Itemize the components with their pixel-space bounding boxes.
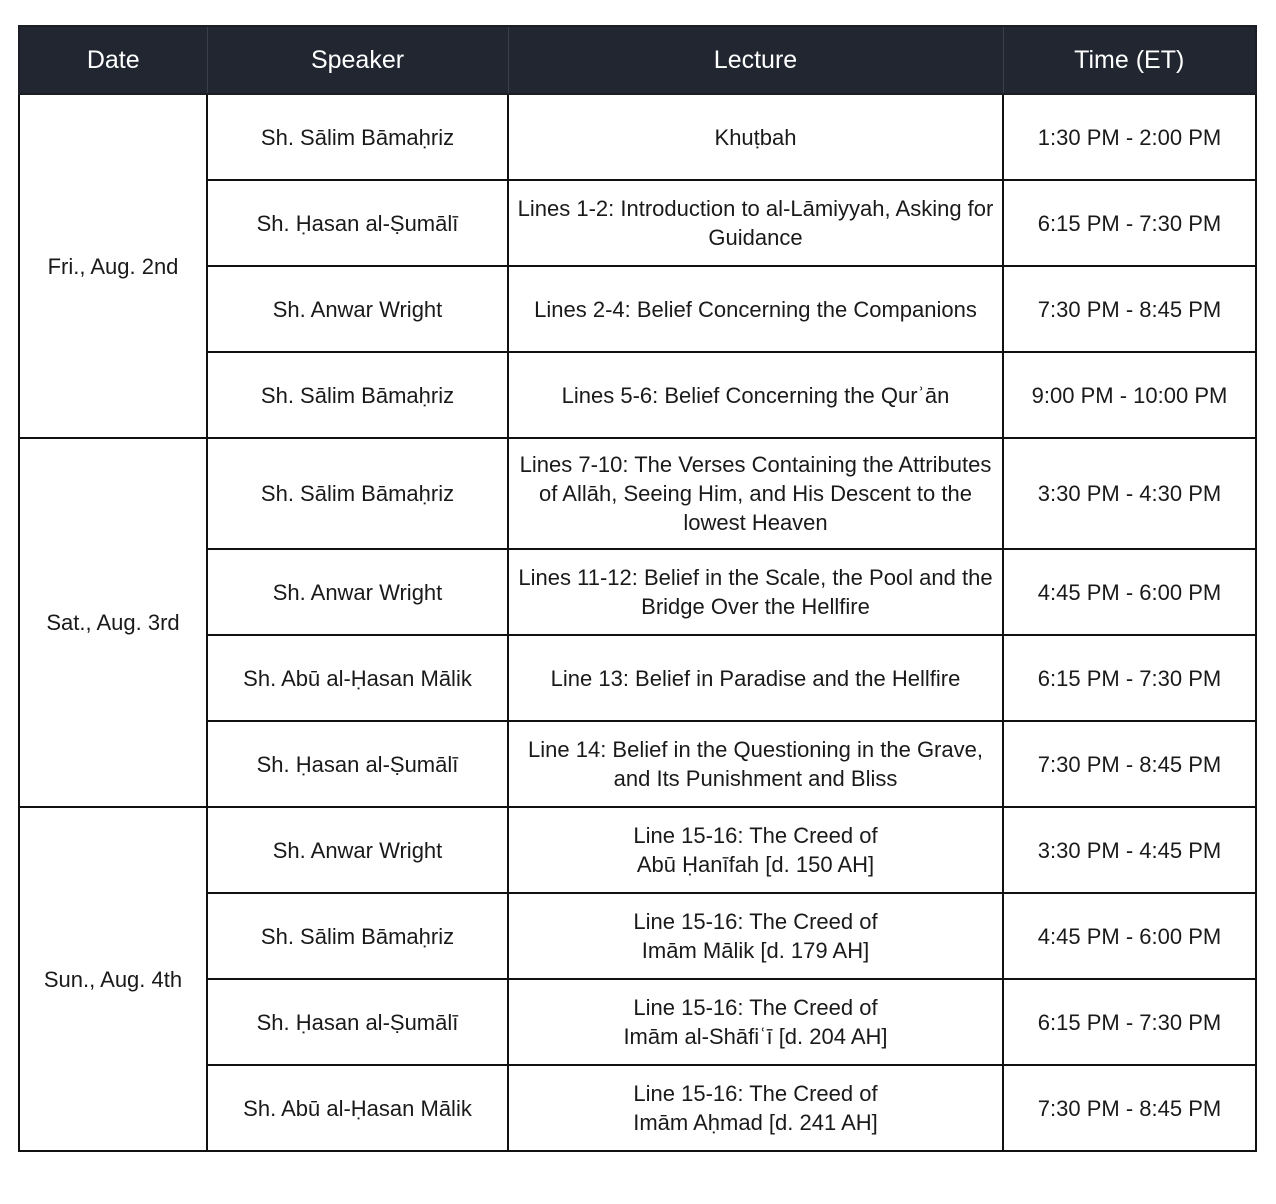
header-date: Date: [19, 26, 207, 94]
time-cell: 3:30 PM - 4:30 PM: [1003, 438, 1256, 549]
date-cell: Sun., Aug. 4th: [19, 807, 207, 1151]
speaker-cell: Sh. Abū al-Ḥasan Mālik: [207, 1065, 508, 1151]
lecture-cell: Lines 7-10: The Verses Containing the Attributes of Allāh, Seeing Him, and His Descent to the lowest Heaven: [508, 438, 1003, 549]
time-cell: 7:30 PM - 8:45 PM: [1003, 266, 1256, 352]
time-cell: 4:45 PM - 6:00 PM: [1003, 549, 1256, 635]
header-time: Time (ET): [1003, 26, 1256, 94]
speaker-cell: Sh. Ḥasan al-Ṣumālī: [207, 180, 508, 266]
speaker-cell: Sh. Sālim Bāmaḥriz: [207, 893, 508, 979]
lecture-cell: Line 13: Belief in Paradise and the Hellfire: [508, 635, 1003, 721]
speaker-cell: Sh. Ḥasan al-Ṣumālī: [207, 721, 508, 807]
lecture-cell: Lines 11-12: Belief in the Scale, the Pool and the Bridge Over the Hellfire: [508, 549, 1003, 635]
speaker-cell: Sh. Anwar Wright: [207, 807, 508, 893]
speaker-cell: Sh. Abū al-Ḥasan Mālik: [207, 635, 508, 721]
time-cell: 6:15 PM - 7:30 PM: [1003, 979, 1256, 1065]
lecture-line: Line 15-16: The Creed of: [633, 909, 878, 934]
lecture-cell: Lines 1-2: Introduction to al-Lāmiyyah, Asking for Guidance: [508, 180, 1003, 266]
lecture-line: Line 15-16: The Creed of: [633, 995, 878, 1020]
table-row: [19, 438, 1256, 549]
lecture-cell: Lines 2-4: Belief Concerning the Companions: [508, 266, 1003, 352]
speaker-cell: Sh. Sālim Bāmaḥriz: [207, 352, 508, 438]
lecture-line: Abū Ḥanīfah [d. 150 AH]: [636, 852, 875, 877]
header-lecture: Lecture: [508, 26, 1003, 94]
date-cell: Fri., Aug. 2nd: [19, 94, 207, 438]
lecture-cell: [508, 893, 1003, 979]
schedule-container: [18, 25, 1257, 1152]
lecture-cell: Lines 5-6: Belief Concerning the Qurʾān: [508, 352, 1003, 438]
lecture-cell: [508, 979, 1003, 1065]
time-cell: 9:00 PM - 10:00 PM: [1003, 352, 1256, 438]
speaker-cell: Sh. Anwar Wright: [207, 549, 508, 635]
header-row: [19, 26, 1256, 94]
time-cell: 1:30 PM - 2:00 PM: [1003, 94, 1256, 180]
date-cell: Sat., Aug. 3rd: [19, 438, 207, 807]
lecture-cell: Line 14: Belief in the Questioning in the Grave, and Its Punishment and Bliss: [508, 721, 1003, 807]
lecture-cell: [508, 1065, 1003, 1151]
lecture-line: Line 15-16: The Creed of: [633, 823, 878, 848]
lecture-line: Imām Aḥmad [d. 241 AH]: [633, 1110, 878, 1135]
time-cell: 6:15 PM - 7:30 PM: [1003, 180, 1256, 266]
lecture-line: Imām al-Shāfiʿī [d. 204 AH]: [623, 1024, 888, 1049]
speaker-cell: Sh. Sālim Bāmaḥriz: [207, 94, 508, 180]
header-speaker: Speaker: [207, 26, 508, 94]
table-row: [19, 94, 1256, 180]
time-cell: 4:45 PM - 6:00 PM: [1003, 893, 1256, 979]
time-cell: 7:30 PM - 8:45 PM: [1003, 1065, 1256, 1151]
lecture-cell: Khuṭbah: [508, 94, 1003, 180]
table-row: [19, 807, 1256, 893]
time-cell: 3:30 PM - 4:45 PM: [1003, 807, 1256, 893]
lecture-line: Line 15-16: The Creed of: [633, 1081, 878, 1106]
speaker-cell: Sh. Anwar Wright: [207, 266, 508, 352]
lecture-cell: [508, 807, 1003, 893]
lecture-schedule-table: [18, 25, 1257, 1152]
lecture-line: Imām Mālik [d. 179 AH]: [641, 938, 870, 963]
time-cell: 6:15 PM - 7:30 PM: [1003, 635, 1256, 721]
time-cell: 7:30 PM - 8:45 PM: [1003, 721, 1256, 807]
speaker-cell: Sh. Ḥasan al-Ṣumālī: [207, 979, 508, 1065]
speaker-cell: Sh. Sālim Bāmaḥriz: [207, 438, 508, 549]
